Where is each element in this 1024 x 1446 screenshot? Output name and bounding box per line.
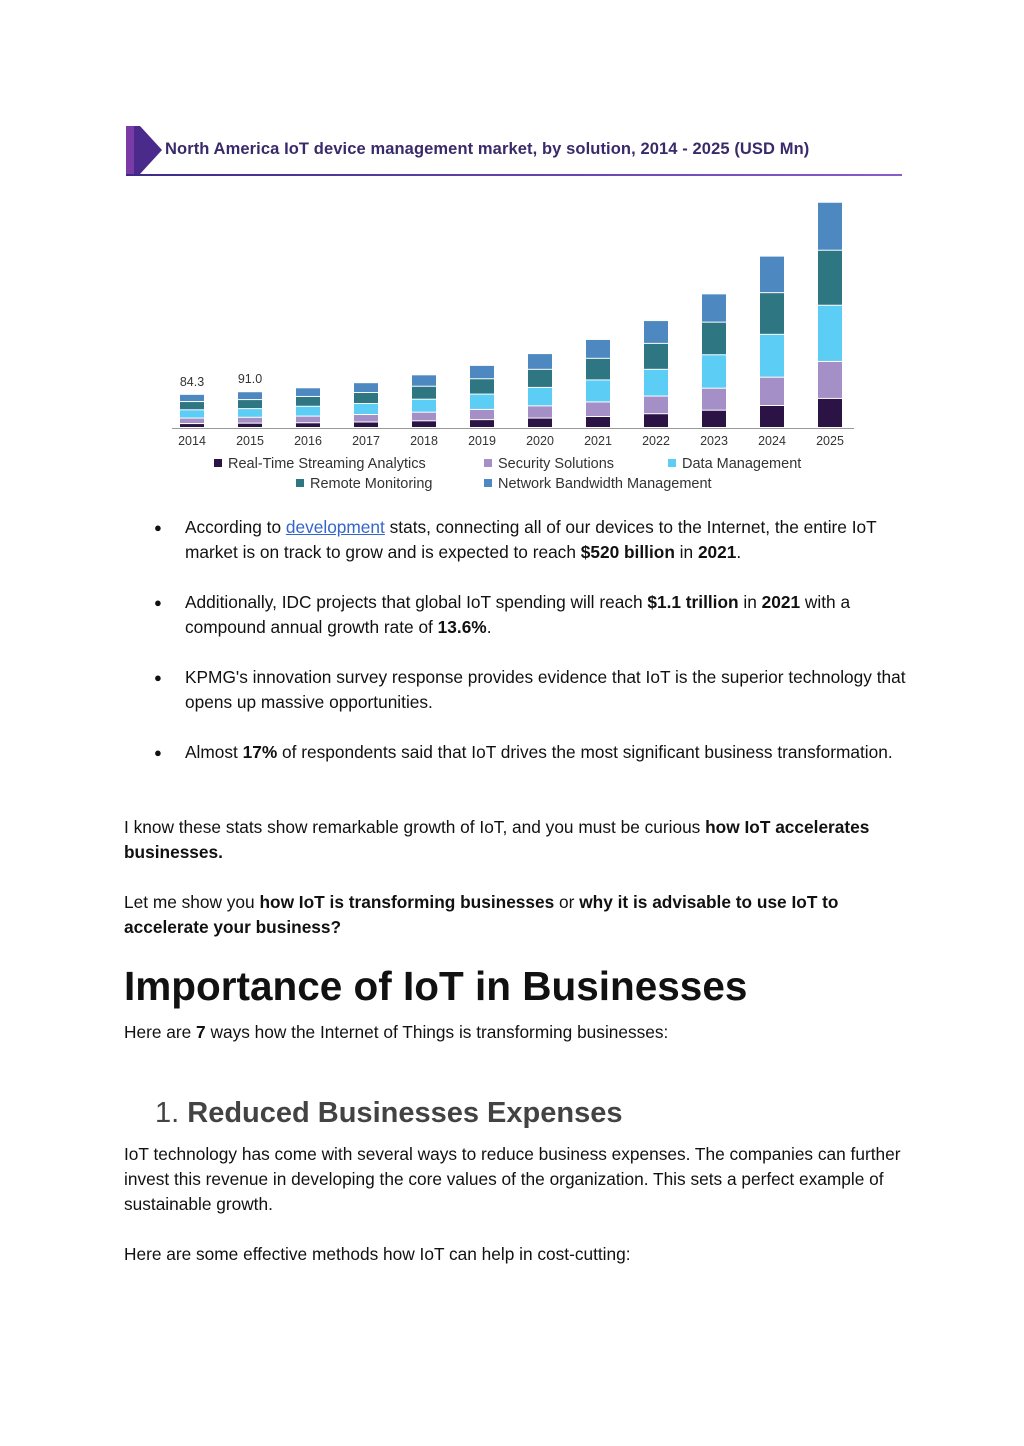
bullet-icon: ●: [154, 520, 162, 535]
chart-bar-segment: [760, 378, 784, 405]
chart-bar-segment: [702, 323, 726, 355]
chart-bar-segment: [702, 294, 726, 321]
chart-bar-segment: [702, 411, 726, 427]
x-tick-label: 2014: [178, 434, 206, 448]
chart-bar-segment: [296, 407, 320, 416]
chart-bar-segment: [238, 409, 262, 417]
chart-bar-segment: [354, 415, 378, 421]
legend-label: Network Bandwidth Management: [498, 476, 712, 492]
chart-bar-segment: [528, 354, 552, 369]
chart-bar-segment: [470, 395, 494, 409]
chart-bar-segment: [238, 424, 262, 427]
chart-bar-segment: [180, 395, 204, 401]
chart-bar-segment: [238, 400, 262, 408]
chart-bar-segment: [760, 257, 784, 293]
chart-bar-segment: [296, 388, 320, 396]
chart-bar-segment: [818, 251, 842, 305]
market-chart-figure: [126, 126, 902, 502]
chart-bar-segment: [644, 344, 668, 369]
bullet-icon: ●: [154, 670, 162, 685]
chart-bar-segment: [412, 413, 436, 421]
chart-title: North America IoT device management market, by solution, 2014 - 2025 (USD Mn): [165, 140, 810, 158]
list-item: ● Almost 17% of respondents said that IoT drives the most significant business transformation.: [124, 740, 914, 765]
chart-bar-segment: [412, 400, 436, 412]
x-tick-label: 2023: [700, 434, 728, 448]
bullet-icon: ●: [154, 745, 162, 760]
chart-bar-segment: [470, 420, 494, 427]
chart-bar-segment: [296, 417, 320, 423]
chart-bar-segment: [296, 423, 320, 427]
stacked-bar-chart: [126, 176, 902, 502]
chart-bar-segment: [470, 379, 494, 393]
paragraph-curious: I know these stats show remarkable growth of IoT, and you must be curious how IoT accelerates businesses.: [124, 817, 870, 862]
chart-bar-segment: [180, 410, 204, 417]
section-heading: [155, 1096, 622, 1131]
chart-bar-segment: [296, 397, 320, 406]
chart-bar-segment: [644, 397, 668, 414]
chart-bar-segment: [238, 392, 262, 399]
list-item: ● Additionally, IDC projects that global IoT spending will reach $1.1 trillion in 2021 with a compound annual growth rate of 13.6%.: [154, 592, 851, 637]
development-link[interactable]: development: [285, 517, 385, 537]
chart-logo-icon: [126, 126, 162, 176]
chart-bar-segment: [702, 389, 726, 410]
paragraph-show-you: Let me show you how IoT is transforming businesses or why it is advisable to use IoT to accelerate your business?: [124, 892, 839, 937]
legend-label: Security Solutions: [498, 456, 615, 472]
legend-swatch: [484, 479, 492, 487]
section-number: 1.: [155, 1097, 180, 1129]
x-tick-label: 2016: [294, 434, 322, 448]
bullet-icon: ●: [154, 595, 162, 610]
chart-bar-segment: [818, 203, 842, 250]
chart-bar-segment: [818, 399, 842, 427]
chart-bar-segment: [644, 370, 668, 396]
legend-swatch: [214, 459, 222, 467]
chart-bar-segment: [528, 406, 552, 417]
chart-bar-segment: [412, 375, 436, 385]
stats-bullet-list: [124, 515, 914, 790]
chart-bar-segment: [586, 340, 610, 358]
chart-bar-segment: [238, 418, 262, 423]
data-label: 91.0: [237, 372, 263, 387]
chart-bar-segment: [760, 406, 784, 427]
chart-bar-segment: [644, 321, 668, 343]
data-label: 84.3: [179, 374, 205, 389]
intro-paragraph: Here are 7 ways how the Internet of Things is transforming businesses:: [124, 1022, 669, 1042]
chart-bar-segment: [412, 421, 436, 427]
chart-bar-segment: [586, 417, 610, 427]
paragraph-cost-cutting: Here are some effective methods how IoT can help in cost-cutting:: [124, 1244, 631, 1264]
page-heading: Importance of IoT in Businesses: [124, 963, 748, 1009]
chart-bar-segment: [180, 402, 204, 409]
list-item: ● According to development stats, connecting all of our devices to the Internet, the entire IoT market is on track to grow and is expected to reach $520 billion in 2021.: [154, 517, 877, 562]
chart-bar-segment: [470, 410, 494, 419]
x-tick-label: 2024: [758, 434, 786, 448]
chart-bar-segment: [354, 383, 378, 392]
x-tick-label: 2017: [352, 434, 380, 448]
legend-swatch: [668, 459, 676, 467]
legend-swatch: [296, 479, 304, 487]
chart-bar-segment: [354, 422, 378, 427]
chart-bar-segment: [818, 306, 842, 361]
legend-label: Real-Time Streaming Analytics: [228, 456, 426, 472]
chart-header: [126, 126, 902, 176]
legend-label: Data Management: [682, 456, 802, 472]
x-tick-label: 2025: [816, 434, 844, 448]
chart-bar-segment: [528, 370, 552, 387]
chart-bar-segment: [760, 335, 784, 377]
chart-bar-segment: [180, 424, 204, 427]
x-tick-label: 2019: [468, 434, 496, 448]
chart-bar-segment: [702, 355, 726, 387]
x-tick-label: 2015: [236, 434, 264, 448]
chart-bar-segment: [760, 293, 784, 334]
section-title: Reduced Businesses Expenses: [187, 1097, 623, 1129]
x-tick-label: 2020: [526, 434, 554, 448]
paragraph-expenses: IoT technology has come with several ways to reduce business expenses. The companies can further invest this revenue in developing the core values of the organization. This sets a perfect example of sustainable growth.: [124, 1144, 901, 1214]
chart-bar-segment: [586, 380, 610, 401]
chart-bar-segment: [818, 362, 842, 398]
x-tick-label: 2022: [642, 434, 670, 448]
chart-bar-segment: [528, 419, 552, 427]
chart-bar-segment: [354, 404, 378, 414]
chart-bar-segment: [528, 388, 552, 405]
chart-bar-segment: [586, 359, 610, 380]
chart-bar-segment: [470, 366, 494, 378]
x-tick-label: 2021: [584, 434, 612, 448]
x-tick-label: 2018: [410, 434, 438, 448]
chart-bar-segment: [354, 393, 378, 403]
chart-bar-segment: [644, 414, 668, 427]
chart-bar-segment: [412, 387, 436, 399]
chart-bar-segment: [180, 419, 204, 424]
chart-bar-segment: [586, 402, 610, 416]
legend-swatch: [484, 459, 492, 467]
list-item: ● KPMG's innovation survey response provides evidence that IoT is the superior technology that opens up massive opportunities.: [154, 667, 906, 712]
legend-label: Remote Monitoring: [310, 476, 433, 492]
